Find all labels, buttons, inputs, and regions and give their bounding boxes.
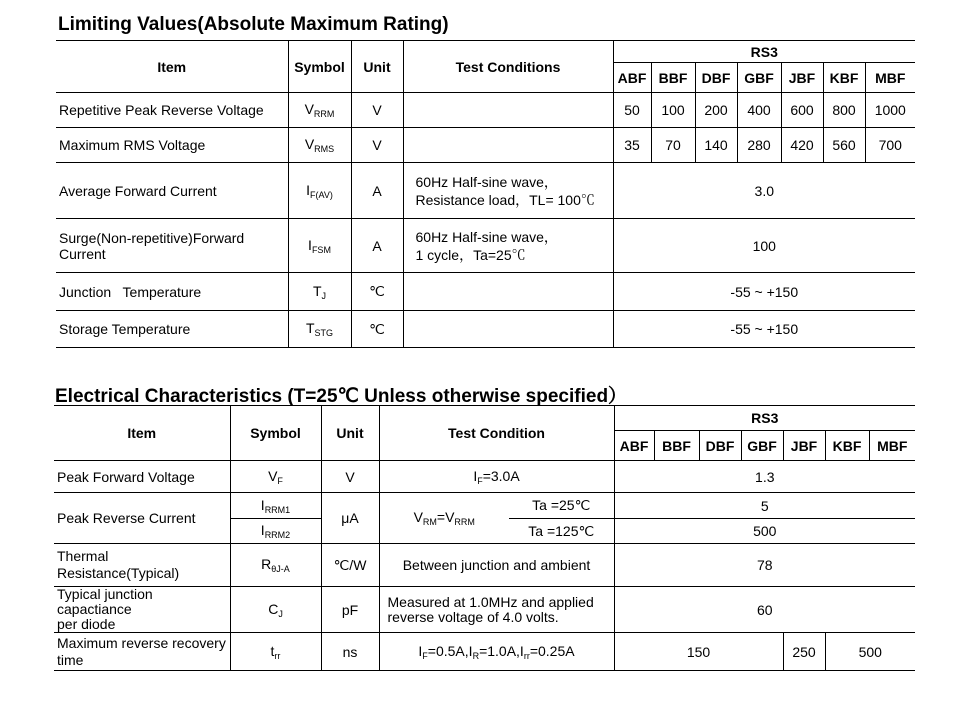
row-item: Average Forward Current	[59, 182, 217, 199]
row-value: 35	[613, 128, 651, 163]
table-row	[56, 128, 915, 163]
row-value: 600	[781, 93, 823, 128]
table-row	[54, 587, 915, 633]
row-item: Peak Forward Voltage	[57, 468, 195, 485]
row-unit: ℃/W	[321, 544, 379, 587]
model-header: BBF	[651, 63, 695, 93]
row-value: 500	[825, 633, 915, 671]
row-value: -55 ~ +150	[613, 311, 915, 348]
row-symbol: $T_{STG}$	[288, 311, 351, 348]
row-condition: Measured at 1.0MHz and applied reverse voltage of 4.0 volts.	[379, 587, 614, 633]
model-header: KBF	[825, 431, 869, 461]
model-header: GBF	[741, 431, 783, 461]
electrical-characteristics-title: Electrical Characteristics (T=25℃ Unless otherwise specified）	[55, 386, 628, 407]
row-symbol: $I_{FSM}$	[288, 219, 351, 273]
row-value: 3.0	[613, 163, 915, 219]
row-condition: 60Hz Half-sine wave， 1 cycle，Ta=25℃	[403, 219, 613, 273]
row-condition: $I_F=3.0A$	[379, 461, 614, 493]
row-value: 1000	[865, 93, 915, 128]
row-condition-temp: Ta =125℃	[528, 522, 595, 539]
row-symbol: $I_{F(AV)}$	[288, 163, 351, 219]
header-item: Item	[56, 41, 288, 93]
row-symbol: $V_{RRM}$	[288, 93, 351, 128]
table-row	[56, 219, 915, 273]
model-header: ABF	[614, 431, 654, 461]
model-header: MBF	[865, 63, 915, 93]
header-group: RS3	[614, 406, 915, 431]
row-condition	[403, 128, 613, 163]
row-condition: $V_{RM}=V_{RRM}$	[379, 493, 509, 544]
row-unit: A	[351, 219, 403, 273]
row-symbol: $T_J$	[288, 273, 351, 311]
header-unit: Unit	[351, 41, 403, 93]
header-symbol: Symbol	[288, 41, 351, 93]
row-condition	[403, 93, 613, 128]
row-item: Repetitive Peak Reverse Voltage	[59, 102, 264, 118]
row-item: Storage Temperature	[59, 321, 191, 337]
header-test-conditions: Test Conditions	[403, 41, 613, 93]
row-value: 560	[823, 128, 865, 163]
row-value: 78	[614, 544, 915, 587]
row-value: 5	[614, 493, 915, 519]
row-value: 60	[614, 587, 915, 633]
header-item: Item	[54, 406, 230, 461]
row-item: Junction Temperature	[59, 283, 202, 300]
row-condition-temp: Ta =25℃	[509, 493, 614, 519]
row-unit: ns	[321, 633, 379, 671]
row-symbol: $C_J$	[230, 587, 321, 633]
row-symbol: $R_{\theta J-A}$	[230, 544, 321, 587]
table-row	[54, 493, 915, 519]
row-value: 400	[737, 93, 781, 128]
row-unit: ℃	[351, 311, 403, 348]
model-header: DBF	[699, 431, 741, 461]
model-header: GBF	[737, 63, 781, 93]
row-item: Typical junction capactiance per diode	[57, 586, 153, 632]
row-item: Maximum reverse recovery time	[57, 634, 226, 668]
row-value: 250	[783, 633, 825, 671]
row-unit: ℃	[351, 273, 403, 311]
table-row	[56, 311, 915, 348]
row-condition: Between junction and ambient	[379, 544, 614, 587]
row-value: 50	[613, 93, 651, 128]
model-header: JBF	[783, 431, 825, 461]
row-value: 200	[695, 93, 737, 128]
row-value: 140	[695, 128, 737, 163]
row-value: 1.3	[614, 461, 915, 493]
row-value: 150	[614, 633, 783, 671]
header-symbol: Symbol	[230, 406, 321, 461]
row-value: 500	[614, 519, 915, 544]
model-header: MBF	[869, 431, 915, 461]
row-item: Surge(Non-repetitive)Forward Current	[59, 229, 245, 262]
limiting-values-title: Limiting Values(Absolute Maximum Rating)	[58, 14, 449, 35]
row-symbol: $I_{RRM2}$	[230, 519, 321, 544]
row-symbol: $V_{RMS}$	[288, 128, 351, 163]
row-value: 70	[651, 128, 695, 163]
model-header: JBF	[781, 63, 823, 93]
row-item: Thermal Resistance(Typical)	[57, 548, 180, 581]
row-value: 700	[865, 128, 915, 163]
table-row	[54, 633, 915, 671]
row-condition	[403, 311, 613, 348]
row-item: Maximum RMS Voltage	[59, 137, 206, 153]
row-symbol: $V_F$	[230, 461, 321, 493]
row-unit: V	[351, 93, 403, 128]
limiting-values-table	[56, 40, 915, 348]
table-row	[56, 273, 915, 311]
header-group: RS3	[613, 41, 915, 63]
model-header: KBF	[823, 63, 865, 93]
row-condition: 60Hz Half-sine wave， Resistance load，TL= 100℃	[403, 163, 613, 219]
table-row	[54, 461, 915, 493]
row-condition: $I_F=0.5A,I_R=1.0A,I_{rr}=0.25A$	[379, 633, 614, 671]
row-value: 280	[737, 128, 781, 163]
row-unit: pF	[321, 587, 379, 633]
header-unit: Unit	[321, 406, 379, 461]
row-value: 100	[613, 219, 915, 273]
table-row	[56, 163, 915, 219]
row-value: 800	[823, 93, 865, 128]
model-header: DBF	[695, 63, 737, 93]
model-header: ABF	[613, 63, 651, 93]
model-header: BBF	[654, 431, 699, 461]
electrical-characteristics-table	[54, 405, 915, 671]
header-test-condition: Test Condition	[379, 406, 614, 461]
row-value: 100	[651, 93, 695, 128]
table-row	[56, 93, 915, 128]
row-value: -55 ~ +150	[613, 273, 915, 311]
row-symbol: $I_{RRM1}$	[230, 493, 321, 519]
row-item: Peak Reverse Current	[54, 493, 230, 544]
table-row	[54, 544, 915, 587]
row-unit: A	[351, 163, 403, 219]
row-unit: μA	[321, 493, 379, 544]
row-unit: V	[351, 128, 403, 163]
row-unit: V	[321, 461, 379, 493]
row-condition	[403, 273, 613, 311]
row-value: 420	[781, 128, 823, 163]
row-symbol: $t_{rr}$	[230, 633, 321, 671]
